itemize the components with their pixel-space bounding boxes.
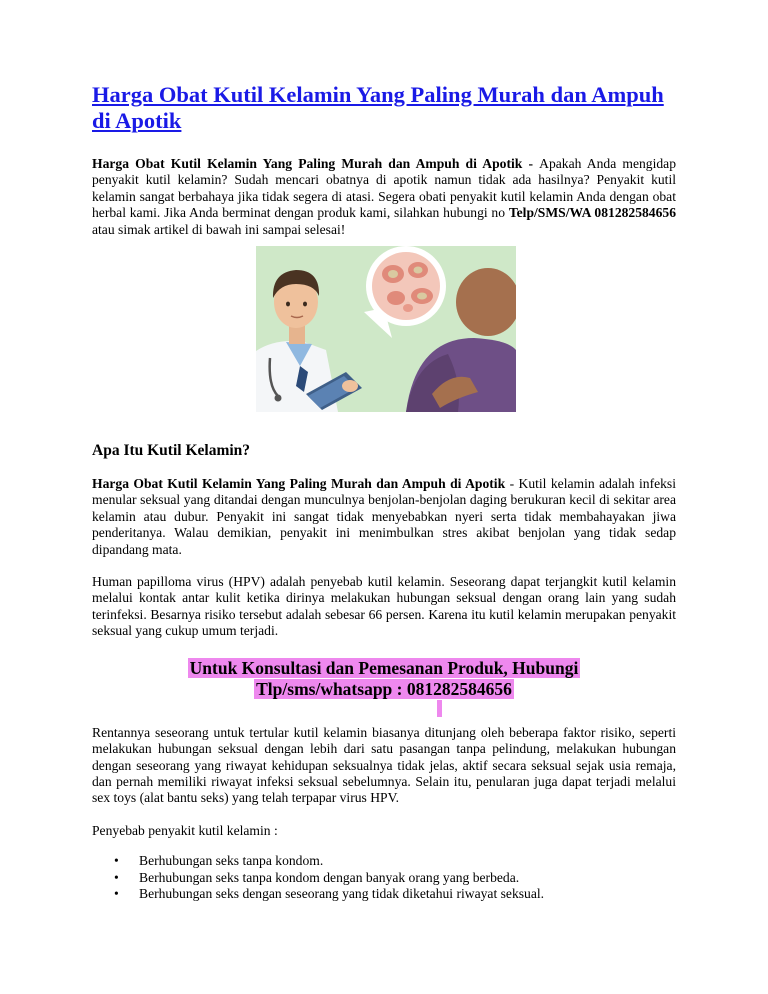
contact-line-2: Tlp/sms/whatsapp : 081282584656 <box>256 678 512 699</box>
doctor-patient-illustration <box>256 246 516 412</box>
causes-list <box>92 853 676 902</box>
intro-phone: Telp/SMS/WA 081282584656 <box>508 205 676 221</box>
intro-paragraph <box>92 156 676 238</box>
list-item: • Berhubungan seks dengan seseorang yang tidak diketahui riwayat seksual. <box>92 886 676 902</box>
intro-text-1: Apakah Anda mengidap penyakit kutil kelamin? Sudah mencari obatnya di apotik namun tidak ada hasilnya? Penyakit kutil kelamin sangat berbahaya jika tidak segera di atasi. Segera obati penyakit kutil kelamin Anda dengan obat herbal kami. Jika Anda berminat dengan produk kami, silahkan hubungi no <box>92 156 677 221</box>
causes-lead: Penyebab penyakit kutil kelamin : <box>92 822 278 838</box>
article-title <box>92 82 676 134</box>
title-link[interactable]: Harga Obat Kutil Kelamin Yang Paling Murah dan Ampuh di Apotik <box>92 82 664 133</box>
para1-text: - Kutil kelamin adalah infeksi menular seksual yang ditandai dengan munculnya benjolan-benjolan daging berukuran kecil di sekitar area kelamin atau dubur. Penyakit ini sangat tidak menyebabkan nyeri serta tidak membahayakan jiwa penderitanya. Walau demikian, penyakit ini menimbulkan stres akibat benjolan yang tidak sedap dipandang mata. <box>92 476 676 557</box>
list-item: • Berhubungan seks tanpa kondom. <box>92 853 676 869</box>
section-heading: Apa Itu Kutil Kelamin? <box>92 442 251 460</box>
intro-bold-lead: Harga Obat Kutil Kelamin Yang Paling Murah dan Ampuh di Apotik - <box>92 156 540 171</box>
contact-line-1: Untuk Konsultasi dan Pemesanan Produk, Hubungi <box>189 657 579 678</box>
hpv-paragraph: Human papilloma virus (HPV) adalah penyebab kutil kelamin. Seseorang dapat terjangkit kutil kelamin melalui kontak antar kulit ketika dirinya melakukan hubungan seksual dengan orang lain yang sudah terinfeksi. Besarnya risiko tersebut adalah sebesar 66 persen. Karena itu kutil kelamin merupakan penyakit seksual yang cukup umum terjadi. <box>92 574 676 639</box>
highlight-marker <box>437 700 442 717</box>
contact-banner <box>92 658 676 700</box>
article <box>92 82 676 902</box>
definition-paragraph <box>92 476 676 558</box>
para1-bold-lead: Harga Obat Kutil Kelamin Yang Paling Murah dan Ampuh di Apotik <box>92 476 506 492</box>
risk-paragraph: Rentannya seseorang untuk tertular kutil kelamin biasanya ditunjang oleh beberapa faktor risiko, seperti melakukan hubungan seksual dengan lebih dari satu pasangan tanpa pelindung, melakukan hubungan dengan seseorang yang riwayat kehidupan seksualnya tidak jelas, aktif secara seksual sejak usia remaja, dan pernah memiliki riwayat infeksi seksual sebelumnya. Selain itu, penularan juga dapat terjadi melalui sex toys (alat bantu seks) yang telah terpapar virus HPV. <box>92 724 676 806</box>
list-item: • Berhubungan seks tanpa kondom dengan banyak orang yang berbeda. <box>92 870 676 886</box>
intro-text-2: atau simak artikel di bawah ini sampai selesai! <box>92 221 346 237</box>
